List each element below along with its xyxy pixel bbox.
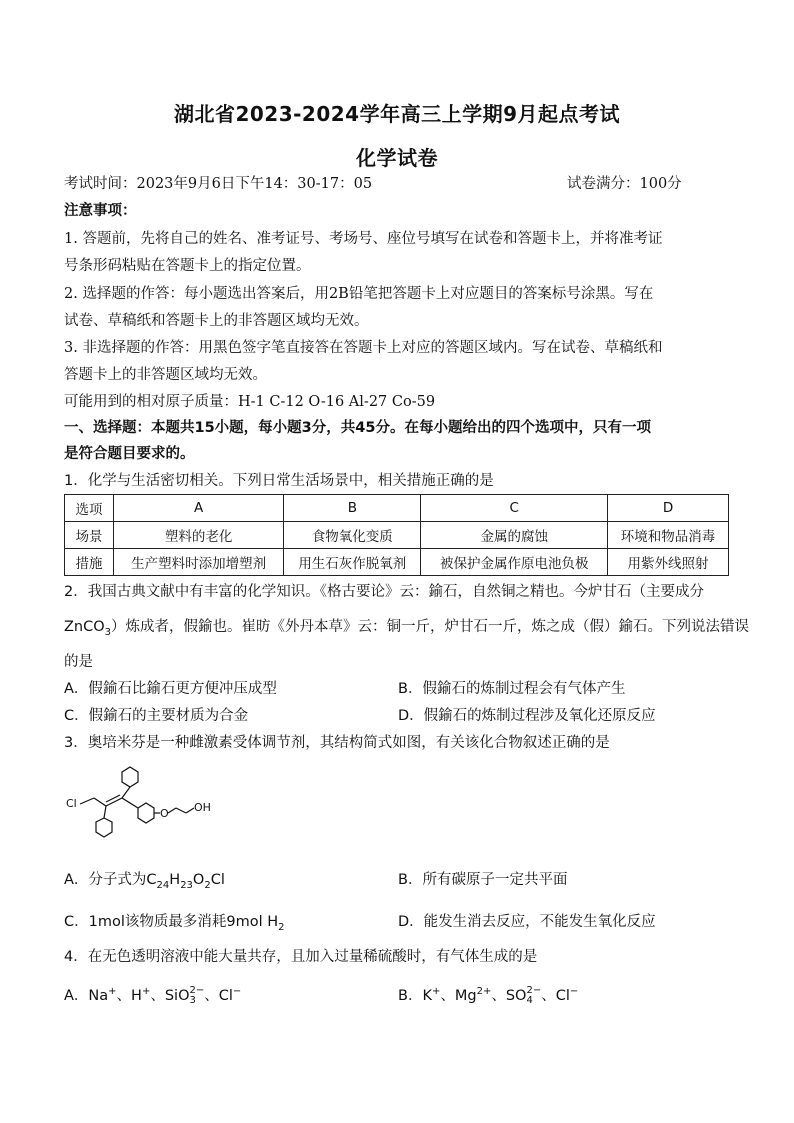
table-row	[65, 522, 729, 549]
table-row	[65, 495, 729, 522]
q2-stem-c: 的是	[64, 654, 93, 670]
ion: K+	[422, 986, 441, 1004]
atomic-mass: 可能用到的相对原子质量：H-1 C-12 O-16 Al-27 Co-59	[64, 394, 436, 410]
table-cell: 金属的腐蚀	[421, 522, 608, 549]
table-cell: 用紫外线照射	[608, 549, 729, 576]
q3-stem: 3．奥培米芬是一种雌激素受体调节剂，其结构简式如图，有关该化合物叙述正确的是	[64, 735, 610, 751]
q4-option-b: B．K+、$Mg^{2+}$、SO 2− 4 、Cl−	[398, 984, 579, 1006]
table-cell: 环境和物品消毒	[608, 522, 729, 549]
exam-subtitle: 化学试卷	[356, 146, 438, 170]
q1-stem: 1．化学与生活密切相关。下列日常生活场景中，相关措施正确的是	[64, 473, 494, 489]
q3-option-d: D．能发生消去反应，不能发生氧化反应	[398, 914, 656, 930]
q4-stem: 4．在无色透明溶液中能大量共存，且加入过量稀硫酸时，有气体生成的是	[64, 949, 538, 965]
phenyl-ring-top	[122, 767, 138, 787]
q2-option-d: D．假鍮石的炼制过程涉及氧化还原反应	[398, 708, 656, 724]
chlorine-label: Cl	[66, 797, 77, 810]
section1-heading-a: 一、选择题：本题共15小题，每小题3分，共45分。在每小题给出的四个选项中，只有一项	[64, 420, 651, 436]
q2-option-b: B．假鍮石的炼制过程会有气体产生	[398, 681, 626, 697]
exam-title: 湖北省2023-2024学年高三上学期9月起点考试	[173, 102, 621, 126]
q3-option-a: A．分子式为$C_{24}H_{23}O_2Cl$	[64, 872, 225, 891]
zinc-carbonate-formula: ZnCO	[64, 619, 105, 635]
q2-stem-a: 2．我国古典文献中有丰富的化学知识。《格古要论》云：鍮石，自然铜之精也。今炉甘石（主要成分	[64, 584, 704, 600]
table-cell: 塑料的老化	[114, 522, 284, 549]
full-score: 试卷满分：100分	[567, 176, 682, 192]
oxygen-label: O	[160, 807, 169, 820]
note-1b: 号条形码粘贴在答题卡上的指定位置。	[64, 258, 311, 274]
table-cell: 场景	[65, 522, 114, 549]
note-2b: 试卷、草稿纸和答题卡上的非答题区域均无效。	[64, 313, 369, 329]
table-cell: 措施	[65, 549, 114, 576]
ion: $Mg^{2+}$	[454, 986, 492, 1004]
ion: SO 2− 4	[505, 984, 542, 1006]
q4-option-a: A．Na+、H+、SiO 2− 3 、Cl−	[64, 984, 242, 1006]
phenyl-ring-right	[138, 803, 154, 823]
exam-time: 考试时间：2023年9月6日下午14：30-17：05	[64, 176, 373, 192]
table-cell: 选项	[65, 495, 114, 522]
ion: Cl−	[555, 986, 579, 1004]
ion: Cl−	[218, 986, 242, 1004]
q3-option-b: B．所有碳原子一定共平面	[398, 872, 568, 888]
q3-option-c: C．1mol该物质最多消耗9mol $H_2$	[64, 914, 285, 933]
q1-table	[64, 494, 729, 576]
phenyl-ring-bottom	[96, 818, 112, 837]
exam-info	[64, 174, 734, 194]
table-cell: 用生石灰作脱氧剂	[284, 549, 421, 576]
table-cell: 被保护金属作原电池负极	[421, 549, 608, 576]
table-cell: B	[284, 495, 421, 522]
table-cell: 食物氧化变质	[284, 522, 421, 549]
table-cell: 生产塑料时添加增塑剂	[114, 549, 284, 576]
table-row	[65, 549, 729, 576]
ospemifene-structure	[64, 762, 224, 858]
table-cell: D	[608, 495, 729, 522]
q2-stem-b: ZnCO$_3$）炼成者，假鍮也。崔昉《外丹本草》云：铜一斤，炉甘石一斤，炼之成（假）鍮石。下列说法错误	[64, 619, 750, 638]
notes-heading: 注意事项：	[64, 203, 137, 219]
note-3a: 3. 非选择题的作答：用黑色签字笔直接答在答题卡上对应的答题区域内。写在试卷、草稿纸和	[64, 340, 663, 356]
hydroxyl-label: OH	[194, 801, 211, 814]
note-3b: 答题卡上的非答题区域均无效。	[64, 367, 267, 383]
table-cell: C	[421, 495, 608, 522]
q2-option-c: C．假鍮石的主要材质为合金	[64, 708, 249, 724]
table-cell: A	[114, 495, 284, 522]
q2-option-a: A．假鍮石比鍮石更方便冲压成型	[64, 681, 277, 697]
note-2a: 2. 选择题的作答：每小题选出答案后，用2B铅笔把答题卡上对应题目的答案标号涂黑。写在	[64, 286, 654, 302]
ion: SiO 2− 3	[164, 984, 205, 1006]
note-1a: 1. 答题前，先将自己的姓名、准考证号、考场号、座位号填写在试卷和答题卡上，并将准考证	[64, 231, 663, 247]
ion: Na+	[88, 986, 117, 1004]
ion: H+	[131, 986, 151, 1004]
section1-heading-b: 是符合题目要求的。	[64, 446, 195, 462]
